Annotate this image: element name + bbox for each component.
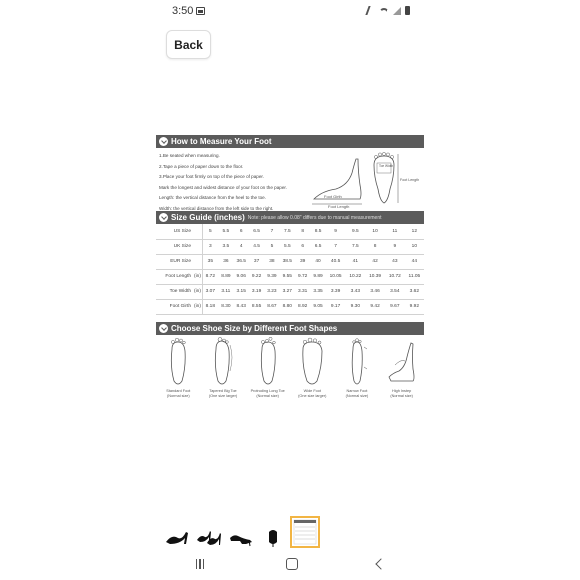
size-chart-image [156,135,424,413]
size-cell: 3.23 [264,284,279,299]
size-row-label: US Size [156,224,194,239]
size-table-row [156,284,424,299]
mute-icon [365,6,376,15]
size-cell: 9.42 [365,299,385,314]
size-cell: 43 [385,254,405,269]
foot-measure-diagram [308,151,424,209]
foot-shape-name: High Instep [392,389,412,393]
size-table-row [156,299,424,314]
size-cell: 44 [405,254,424,269]
size-cell: 8.72 [202,269,218,284]
size-row-label: Foot Length [156,269,194,284]
size-cell: 3.43 [345,284,365,299]
size-cell: 8.43 [234,299,249,314]
size-cell: 5.5 [218,224,233,239]
size-cell: 9.17 [326,299,346,314]
measure-step: Width: the vertical distance from the left side to the right. [159,205,274,211]
pump-shoe-icon [164,524,190,548]
foot-shape-name: Tapered Big Toe [209,389,237,393]
size-row-label: UK Size [156,239,194,254]
foot-shape-advice: (Normal size) [167,393,190,398]
image-icon [196,7,205,15]
size-cell: 3.19 [249,284,264,299]
phone-screen [156,0,424,580]
size-cell: 39 [295,254,310,269]
measure-step: Length: the vertical distance from the heel to the toe. [159,195,266,200]
size-guide-title: Size Guide (inches) [171,213,245,222]
size-cell: 10.39 [365,269,385,284]
size-cell: 35 [202,254,218,269]
home-icon[interactable] [286,558,298,570]
size-guide-note: Note: please allow 0.08" differs due to manual measurement [247,214,382,221]
foot-shape-name: Wide Foot [303,389,321,393]
size-row-label: Toe Width [156,284,194,299]
measure-step: 2.Tape a piece of paper down to the floor. [159,163,244,169]
size-row-unit [194,254,202,269]
size-cell: 7 [326,239,346,254]
foot-outline-icon [163,337,193,389]
measure-step: 1.Be seated when measuring. [159,153,220,158]
size-cell: 11 [385,224,405,239]
measure-step: Mark the longest and widest distance of your foot on the paper. [159,184,287,190]
size-cell: 3.39 [326,284,346,299]
size-cell: 9.55 [280,269,295,284]
pump-shoe-side-icon [228,524,254,548]
size-cell: 38.5 [280,254,295,269]
size-cell: 5.5 [280,239,295,254]
foot-length-label: Foot Length [328,204,350,209]
thumbnail-item[interactable] [258,516,288,548]
measure-step: 3.Place your foot firmly on top of the piece of paper. [159,174,264,179]
size-cell: 7.5 [280,224,295,239]
pump-shoe-pair-icon [196,524,222,548]
back-nav-icon[interactable] [375,558,386,569]
size-cell: 3.62 [405,284,424,299]
measure-steps [159,151,309,214]
wifi-icon [379,8,389,14]
size-cell: 3.5 [218,239,233,254]
size-cell: 9.5 [345,224,365,239]
size-cell: 8.80 [280,299,295,314]
measure-section-title: How to Measure Your Foot [171,137,272,146]
size-cell: 37 [249,254,264,269]
size-cell: 41 [345,254,365,269]
size-cell: 9.22 [249,269,264,284]
foot-shape-name: Protruding Long Toe [250,389,285,393]
size-cell: 10 [405,239,424,254]
size-cell: 40 [310,254,325,269]
size-cell: 10.05 [326,269,346,284]
thumbnail-item[interactable] [162,516,192,548]
size-cell: 8.5 [310,224,325,239]
foot-shape-narrow [336,337,378,413]
foot-shape-protruding-long-toe [247,337,289,413]
size-cell: 36 [218,254,233,269]
size-cell: 3.31 [295,284,310,299]
shapes-section-header [156,322,424,335]
size-cell: 6.5 [310,239,325,254]
size-cell: 5 [202,224,218,239]
size-row-unit [194,224,202,239]
size-cell: 9 [326,224,346,239]
shapes-section-title: Choose Shoe Size by Different Foot Shapes [171,324,338,333]
size-cell: 8.30 [218,299,233,314]
chevron-down-icon [159,324,168,333]
measure-section-header [156,135,424,148]
size-cell: 11.05 [405,269,424,284]
pump-shoe-back-icon [260,524,286,548]
size-cell: 9.06 [234,269,249,284]
thumbnail-item[interactable] [194,516,224,548]
foot-shape-wide [291,337,333,413]
size-cell: 9.30 [345,299,365,314]
status-bar [156,0,424,24]
size-cell: 10 [365,224,385,239]
size-cell: 3.07 [202,284,218,299]
foot-side-icon [387,337,417,389]
size-cell: 9.92 [405,299,424,314]
size-cell: 3.46 [365,284,385,299]
foot-shape-name: Standard Foot [166,389,191,393]
size-cell: 6 [295,239,310,254]
size-row-label: EUR Size [156,254,194,269]
size-cell: 3.11 [218,284,233,299]
chevron-down-icon [159,213,168,222]
size-table-row [156,239,424,254]
size-table [156,224,424,315]
size-table-row [156,269,424,284]
size-cell: 6.5 [249,224,264,239]
size-cell: 40.5 [326,254,346,269]
foot-shape-name: Narrow Foot [346,389,368,393]
size-guide-header [156,211,424,224]
signal-icon [393,7,401,15]
size-cell: 9.67 [385,299,405,314]
size-cell: 3.15 [234,284,249,299]
size-cell: 38 [264,254,279,269]
foot-shape-advice: (One size larger) [208,393,238,398]
toe-width-label: Toe Width [379,164,394,168]
status-icons [367,6,410,15]
system-nav-bar [156,548,424,580]
foot-shapes-row [156,337,424,413]
size-table-row [156,254,424,269]
recent-apps-icon[interactable] [196,559,207,569]
size-cell: 5 [264,239,279,254]
size-cell: 4 [234,239,249,254]
size-cell: 8.67 [264,299,279,314]
size-row-unit: (in) [194,269,202,284]
size-cell: 3 [202,239,218,254]
battery-icon [405,6,410,15]
foot-outline-icon [208,337,238,389]
size-cell: 7 [264,224,279,239]
back-button[interactable]: Back [166,30,211,59]
size-table-row [156,224,424,239]
size-cell: 8 [295,224,310,239]
foot-shape-advice: (Normal size) [345,393,369,398]
foot-length-side-label: Foot Length [400,178,420,182]
size-cell: 8.18 [202,299,218,314]
foot-shape-advice: (Normal size) [390,393,413,398]
size-cell: 6 [234,224,249,239]
size-cell: 12 [405,224,424,239]
size-cell: 10.22 [345,269,365,284]
size-row-unit: (in) [194,284,202,299]
size-cell: 9.72 [295,269,310,284]
foot-girth-label: Foot Girth [324,194,342,199]
chevron-down-icon [159,137,168,146]
size-cell: 8.89 [218,269,233,284]
status-time: 3:50 [172,5,194,17]
thumbnail-item-selected[interactable] [290,516,320,548]
size-cell: 3.35 [310,284,325,299]
foot-shape-tapered-big-toe [202,337,244,413]
size-cell: 42 [365,254,385,269]
image-thumbnails [162,516,320,548]
thumbnail-item[interactable] [226,516,256,548]
size-cell: 10.72 [385,269,405,284]
size-cell: 9.05 [310,299,325,314]
size-cell: 8 [365,239,385,254]
foot-outline-icon [253,337,283,389]
size-row-label: Foot Girth [156,299,194,314]
foot-shape-standard [157,337,199,413]
size-row-unit: (in) [194,299,202,314]
size-row-unit [194,239,202,254]
foot-outline-icon [342,337,372,389]
size-cell: 9.89 [310,269,325,284]
size-cell: 7.5 [345,239,365,254]
foot-shape-advice: (Normal size) [256,393,279,398]
size-cell: 9.39 [264,269,279,284]
size-cell: 9 [385,239,405,254]
size-cell: 3.54 [385,284,405,299]
size-cell: 8.92 [295,299,310,314]
foot-shape-high-instep [381,337,423,413]
foot-outline-icon [297,337,327,389]
size-cell: 8.55 [249,299,264,314]
size-chart-icon [292,518,318,546]
size-cell: 36.5 [234,254,249,269]
size-cell: 3.27 [280,284,295,299]
size-cell: 4.5 [249,239,264,254]
foot-shape-advice: (One size larger) [298,393,327,398]
